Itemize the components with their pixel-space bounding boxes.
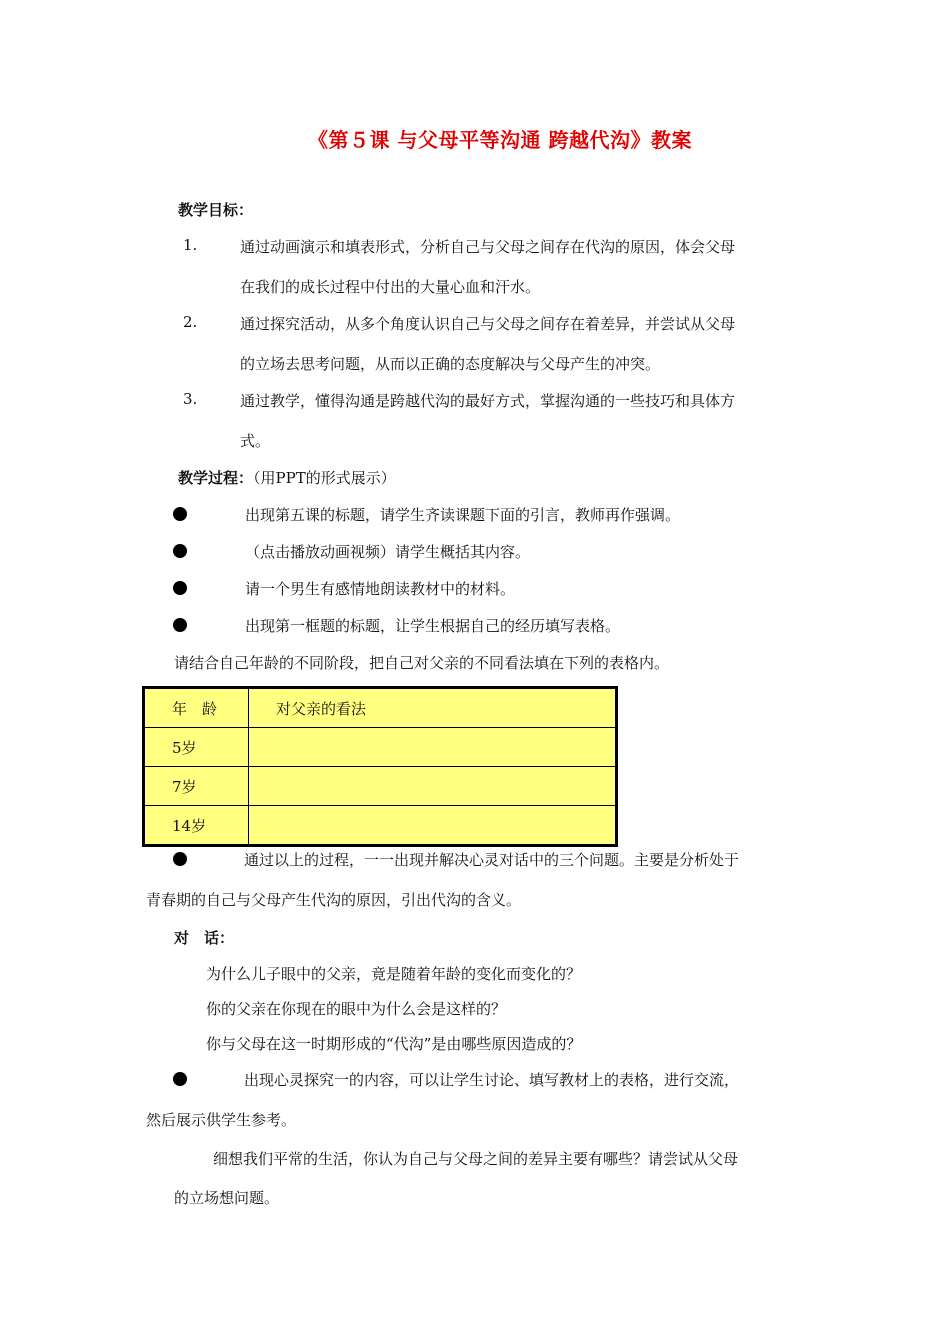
dialog-question: 你与父母在这一时期形成的“代沟”是由哪些原因造成的？ <box>206 1035 582 1053</box>
process-note: （用PPT的形式展示） <box>253 469 396 487</box>
table-cell-view <box>249 806 617 846</box>
bullet-icon <box>173 618 187 632</box>
process-heading-line <box>178 467 396 488</box>
process-step: 出现第一框题的标题，让学生根据自己的经历填写表格。 <box>245 617 621 635</box>
table-row <box>144 767 617 806</box>
bullet-icon <box>173 581 187 595</box>
dialog-question: 为什么儿子眼中的父亲，竟是随着年龄的变化而变化的？ <box>206 965 582 983</box>
goal-number: 1. <box>183 236 198 254</box>
process-step: 请一个男生有感情地朗读教材中的材料。 <box>245 580 516 598</box>
reflection-prompt: 细想我们平常的生活，你认为自己与父母之间的差异主要有哪些？请尝试从父母 <box>213 1150 739 1168</box>
process-step: 出现第五课的标题，请学生齐读课题下面的引言，教师再作强调。 <box>245 506 681 524</box>
goal-number: 2. <box>183 313 198 331</box>
process-step: 出现心灵探究一的内容，可以让学生讨论、填写教材上的表格，进行交流， <box>244 1071 740 1089</box>
bullet-icon <box>173 852 187 866</box>
goal-text: 通过教学，懂得沟通是跨越代沟的最好方式，掌握沟通的一些技巧和具体方 <box>240 392 736 410</box>
table-intro: 请结合自己年龄的不同阶段，把自己对父亲的不同看法填在下列的表格内。 <box>174 654 670 672</box>
table-cell-view <box>249 767 617 806</box>
process-step: 通过以上的过程，一一出现并解决心灵对话中的三个问题。主要是分析处于 <box>244 851 740 869</box>
table-header-row <box>144 688 617 728</box>
process-step-continued: 然后展示供学生参考。 <box>146 1111 297 1129</box>
process-step-continued: 青春期的自己与父母产生代沟的原因，引出代沟的含义。 <box>146 891 522 909</box>
bullet-icon <box>173 544 187 558</box>
age-view-table <box>142 686 618 847</box>
goal-text: 的立场去思考问题，从而以正确的态度解决与父母产生的冲突。 <box>240 355 661 373</box>
table-cell-age: 14岁 <box>144 806 249 846</box>
process-step: （点击播放动画视频）请学生概括其内容。 <box>245 543 531 561</box>
table-row <box>144 728 617 767</box>
document-title: 《第５课 与父母平等沟通 跨越代沟》教案 <box>308 128 692 152</box>
table-row <box>144 806 617 846</box>
dialog-heading: 对 话： <box>174 929 235 947</box>
goal-number: 3. <box>183 390 198 408</box>
goal-text: 通过探究活动，从多个角度认识自己与父母之间存在着差异，并尝试从父母 <box>240 315 736 333</box>
goal-text: 式。 <box>240 432 271 450</box>
dialog-question: 你的父亲在你现在的眼中为什么会是这样的？ <box>206 1000 507 1018</box>
bullet-icon <box>173 1072 187 1086</box>
process-heading: 教学过程： <box>178 469 254 487</box>
table-cell-age: 7岁 <box>144 767 249 806</box>
goals-heading: 教学目标： <box>178 201 254 219</box>
goal-text: 在我们的成长过程中付出的大量心血和汗水。 <box>240 278 541 296</box>
goal-text: 通过动画演示和填表形式，分析自己与父母之间存在代沟的原因，体会父母 <box>240 238 736 256</box>
table-cell-view <box>249 728 617 767</box>
reflection-prompt-continued: 的立场想问题。 <box>174 1189 280 1207</box>
table-header-view: 对父亲的看法 <box>249 688 617 728</box>
table-cell-age: 5岁 <box>144 728 249 767</box>
bullet-icon <box>173 507 187 521</box>
table-header-age: 年 龄 <box>144 688 249 728</box>
